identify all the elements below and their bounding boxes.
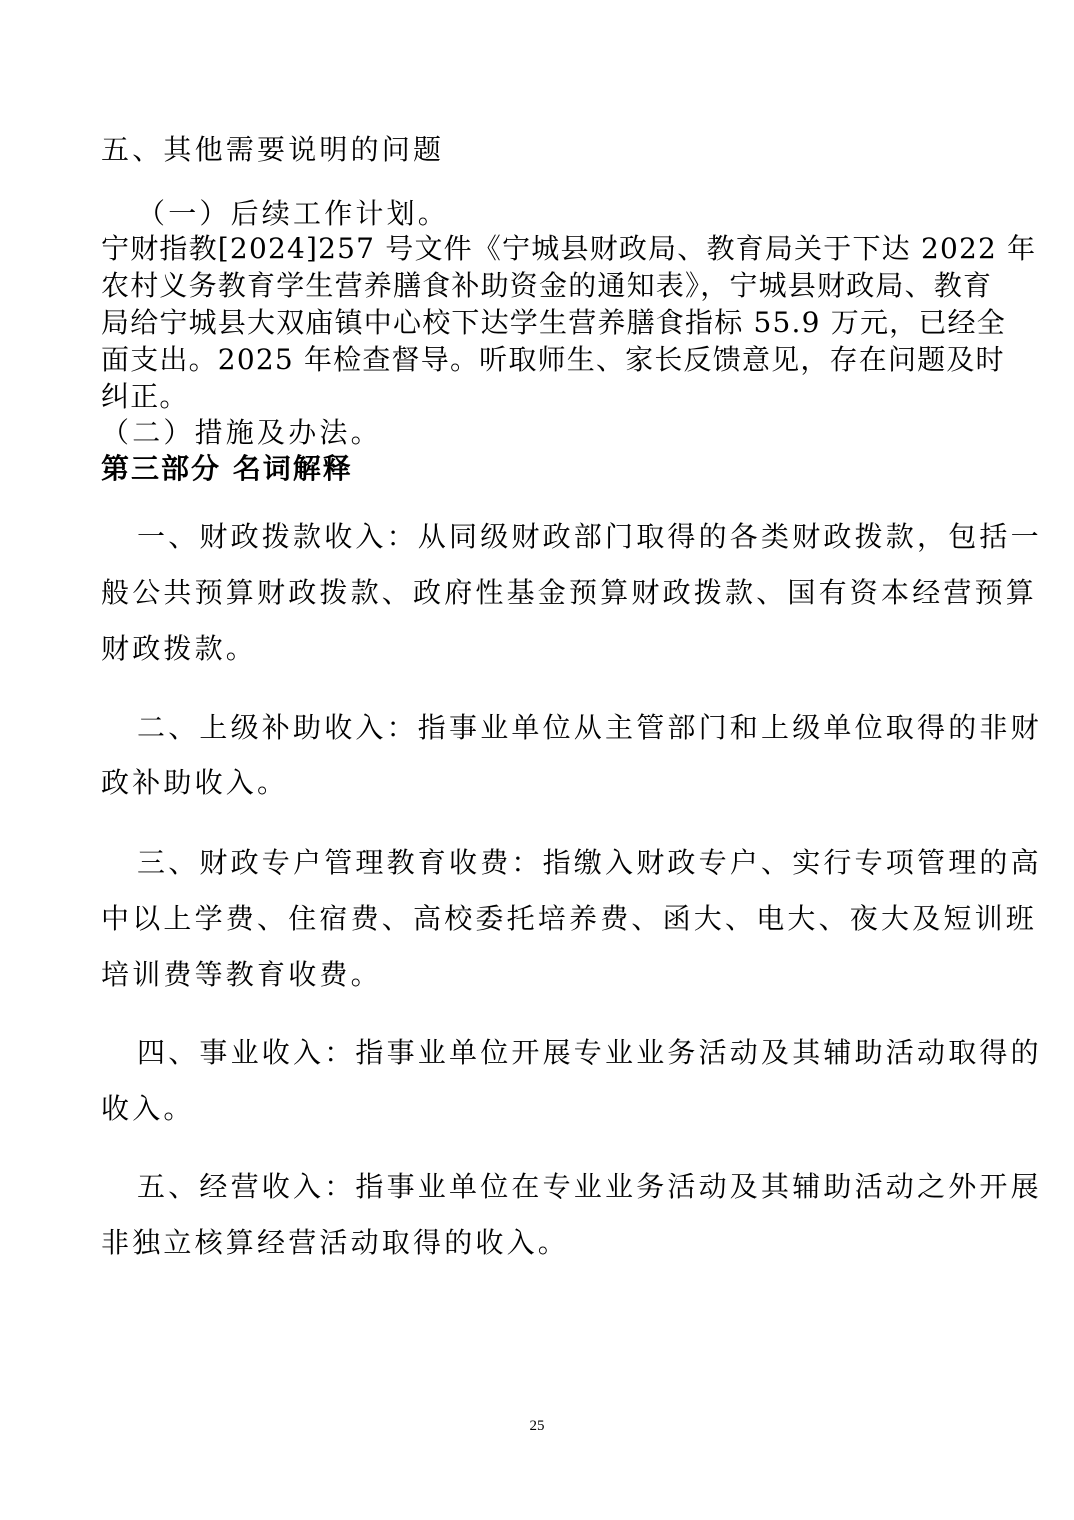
term-line: 五、经营收入：指事业单位在专业业务活动及其辅助活动之外开展	[137, 1170, 1042, 1203]
term-line: 般公共预算财政拨款、政府性基金预算财政拨款、国有资本经营预算	[101, 576, 1038, 609]
paragraph-line: 宁财指教[2024]257 号文件《宁城县财政局、教育局关于下达 2022 年	[101, 232, 1037, 265]
page-number: 25	[529, 1418, 545, 1434]
paragraph-line: 纠正。	[101, 380, 189, 413]
section-heading: 五、其他需要说明的问题	[101, 133, 445, 166]
subsection-heading: （二）措施及办法。	[101, 416, 382, 449]
term-line: 财政拨款。	[101, 632, 258, 665]
term-line: 三、财政专户管理教育收费：指缴入财政专户、实行专项管理的高	[137, 846, 1042, 879]
paragraph-line: 局给宁城县大双庙镇中心校下达学生营养膳食指标 55.9 万元，已经全	[101, 306, 1006, 339]
term-line: 二、上级补助收入：指事业单位从主管部门和上级单位取得的非财	[137, 711, 1042, 744]
term-line: 一、财政拨款收入：从同级财政部门取得的各类财政拨款，包括一	[137, 520, 1042, 553]
paragraph-line: 面支出。2025 年检查督导。听取师生、家长反馈意见，存在问题及时	[101, 343, 1005, 376]
term-line: 培训费等教育收费。	[101, 958, 382, 991]
subsection-heading: （一）后续工作计划。	[137, 197, 450, 230]
term-line: 四、事业收入：指事业单位开展专业业务活动及其辅助活动取得的	[137, 1036, 1042, 1069]
part-title: 第三部分 名词解释	[101, 452, 353, 485]
term-line: 收入。	[101, 1092, 195, 1125]
paragraph-line: 农村义务教育学生营养膳食补助资金的通知表》，宁城县财政局、教育	[101, 269, 993, 302]
term-line: 非独立核算经营活动取得的收入。	[101, 1226, 570, 1259]
term-line: 中以上学费、住宿费、高校委托培养费、函大、电大、夜大及短训班	[101, 902, 1038, 935]
term-line: 政补助收入。	[101, 766, 289, 799]
